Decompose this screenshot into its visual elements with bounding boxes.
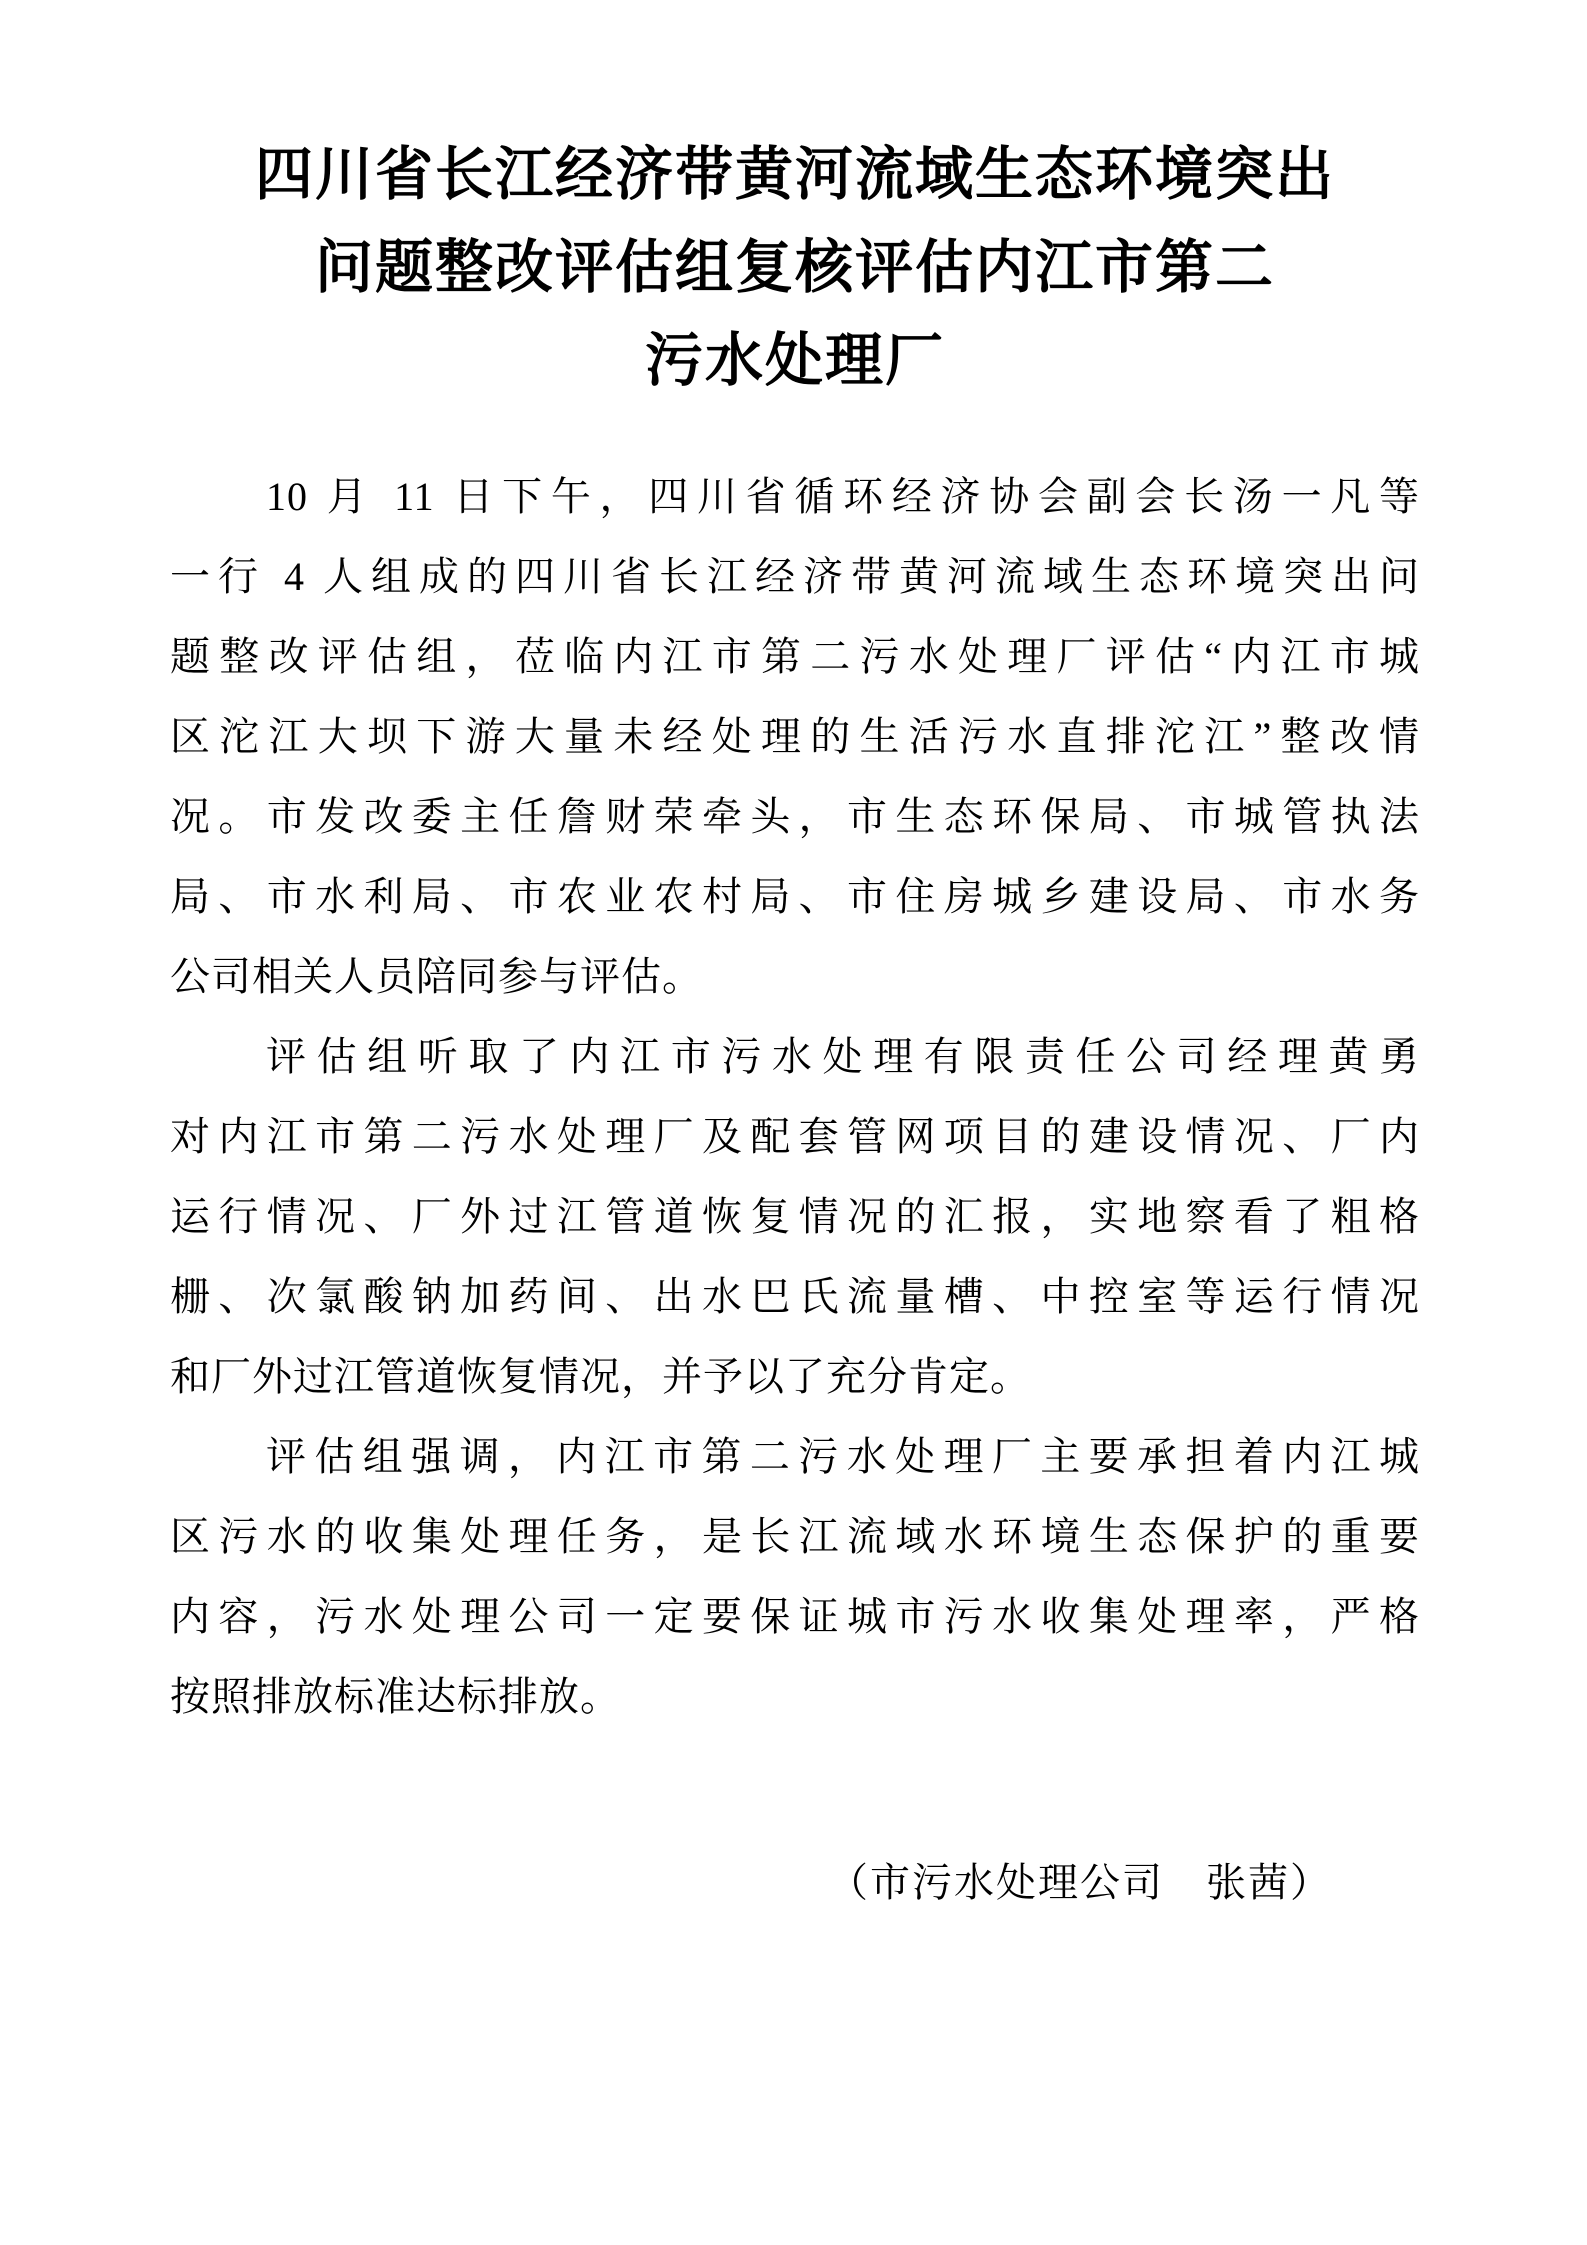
signature-line: （市污水处理公司 张茜） (828, 1860, 1332, 1905)
title-line: 污水处理厂 (644, 328, 945, 393)
text-line: 10 月 11 日下午，四川省循环经济协会副会长汤一凡等 (266, 474, 1420, 519)
text-line: 按照排放标准达标排放。 (170, 1674, 621, 1719)
text-line: 况。市发改委主任詹财荣牵头，市生态环保局、市城管执法 (170, 794, 1420, 839)
paragraph (170, 1017, 1420, 1417)
text-line: 一行 4 人组成的四川省长江经济带黄河流域生态环境突出问 (170, 554, 1420, 599)
text-line: 评估组强调，内江市第二污水处理厂主要承担着内江城 (266, 1434, 1420, 1479)
text-line: 区污水的收集处理任务，是长江流域水环境生态保护的重要 (170, 1514, 1420, 1559)
title-line: 问题整改评估组复核评估内江市第二 (314, 235, 1275, 300)
text-line: 评估组听取了内江市污水处理有限责任公司经理黄勇 (266, 1034, 1420, 1079)
document-body (170, 457, 1420, 1737)
text-line: 和厂外过江管道恢复情况，并予以了充分肯定。 (170, 1354, 1031, 1399)
text-line: 区沱江大坝下游大量未经处理的生活污水直排沱江”整改情 (170, 714, 1420, 759)
document-title (170, 128, 1420, 407)
text-line: 内容，污水处理公司一定要保证城市污水收集处理率，严格 (170, 1594, 1420, 1639)
text-line: 公司相关人员陪同参与评估。 (170, 954, 703, 999)
paragraph (170, 1417, 1420, 1737)
text-line: 题整改评估组，莅临内江市第二污水处理厂评估“内江市城 (170, 634, 1420, 679)
title-line: 四川省长江经济带黄河流域生态环境突出 (254, 142, 1335, 207)
text-line: 运行情况、厂外过江管道恢复情况的汇报，实地察看了粗格 (170, 1194, 1420, 1239)
paragraph (170, 457, 1420, 1017)
text-line: 局、市水利局、市农业农村局、市住房城乡建设局、市水务 (170, 874, 1420, 919)
text-line: 栅、次氯酸钠加药间、出水巴氏流量槽、中控室等运行情况 (170, 1274, 1420, 1319)
text-line: 对内江市第二污水处理厂及配套管网项目的建设情况、厂内 (170, 1114, 1420, 1159)
